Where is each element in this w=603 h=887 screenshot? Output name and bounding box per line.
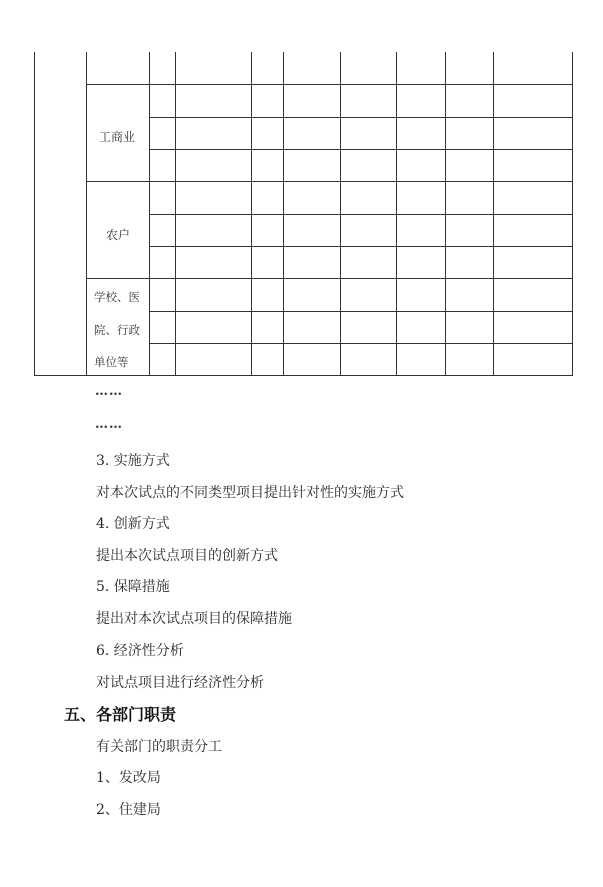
table-row-line [149,311,573,312]
table-row-line [149,343,573,344]
section-body: 提出对本次试点项目的保障措施 [96,611,292,627]
table-row-line [86,278,573,279]
category-label-institutions [94,284,148,374]
section-heading: 6. 经济性分析 [96,643,184,659]
chapter-intro: 有关部门的职责分工 [96,739,222,755]
table-row-line [149,246,573,247]
table-row-line [149,214,573,215]
table-row-line [149,149,573,150]
chapter-title: 五、各部门职责 [64,705,177,724]
section-heading: 3. 实施方式 [96,453,170,469]
section-body: 对本次试点的不同类型项目提出针对性的实施方式 [96,485,404,501]
category-label-line: 单位等 [94,355,129,369]
table-border-bottom [34,375,573,376]
table-row-line [86,84,573,85]
table-row-line [86,181,573,182]
category-label-line: 院、行政 [94,323,140,337]
category-label-line: 学校、医 [94,290,140,304]
table-border-left [34,52,35,376]
ellipsis: …… [95,384,123,399]
section-body: 对试点项目进行经济性分析 [96,675,264,691]
section-heading: 5. 保障措施 [96,579,170,595]
chapter-item: 2、住建局 [96,802,161,818]
table-col-line [86,52,87,376]
category-label-industry: 工商业 [99,130,136,144]
ellipsis: …… [95,417,123,432]
section-heading: 4. 创新方式 [96,516,170,532]
chapter-item: 1、发改局 [96,770,161,786]
table-row-line [149,117,573,118]
category-label-farmers: 农户 [106,228,131,242]
section-body: 提出本次试点项目的创新方式 [96,548,278,564]
